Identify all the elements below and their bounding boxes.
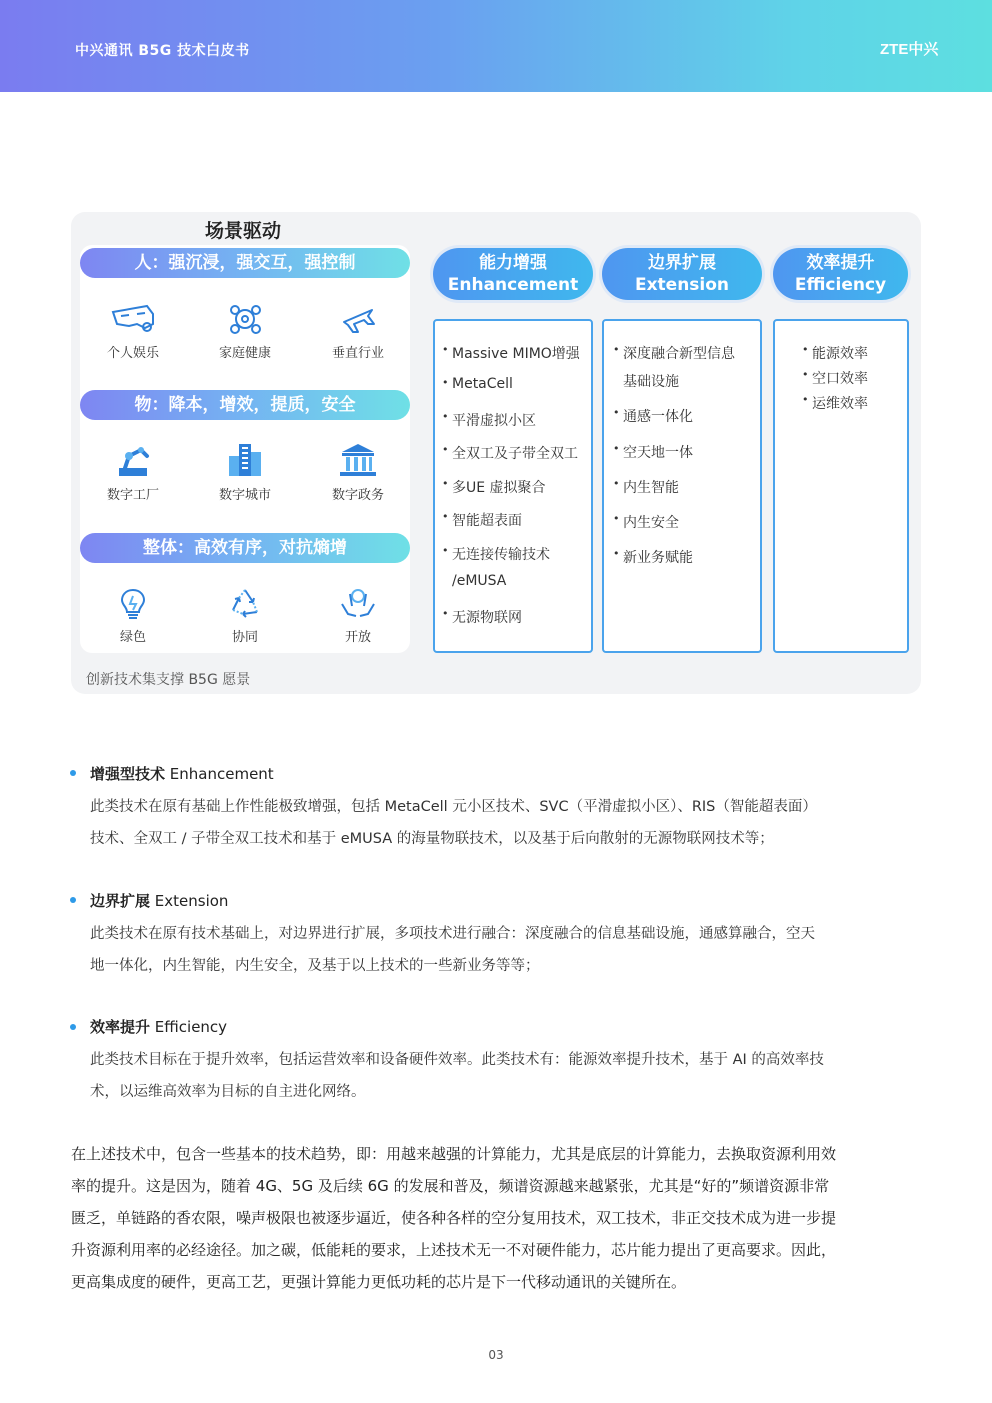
bullet-title-extension (90, 890, 228, 911)
bullet-text-line: 此类技术目标在于提升效率，包括运营效率和设备硬件效率。此类技术有：能源效率提升技术，基于 AI 的高效率技 (90, 1052, 824, 1068)
bullet-text-line: 术，以运维高效率为目标的自主进化网络。 (90, 1084, 366, 1100)
category-efficiency (773, 248, 908, 300)
scene-item (88, 302, 178, 361)
robot-arm-icon (111, 442, 155, 478)
list-item: • 智能超表面 (452, 510, 591, 544)
category-title: 边界扩展 (648, 253, 716, 273)
scene-item (313, 442, 403, 503)
category-title: 效率提升 (806, 253, 875, 273)
bullet-dot (70, 770, 76, 776)
page-number: 03 (488, 1348, 504, 1362)
scene-item (313, 586, 403, 645)
efficiency-list (775, 321, 907, 418)
zte-logo: ZTE中兴 (880, 41, 939, 58)
scene-pill-overall: 整体：高效有序，对抗熵增 (80, 533, 410, 563)
scene-item-label: 绿色 (119, 630, 146, 645)
bullet-title-en: Efficiency (154, 1018, 228, 1036)
enhancement-list-box (433, 319, 593, 653)
bullet-dot (70, 1024, 76, 1030)
paragraph-line: 率的提升。这是因为，随着 4G、5G 及后续 6G 的发展和普及，频谱资源越来越紧张，尤其是“好的”频谱资源非常 (71, 1177, 830, 1195)
gear-health-icon (225, 302, 265, 336)
category-subtitle: Extension (634, 275, 730, 295)
list-item: • 空天地一体 (623, 442, 760, 477)
list-item: • 深度融合新型信息 (623, 343, 760, 371)
city-building-icon (225, 442, 265, 478)
list-item: • MetaCell (452, 376, 591, 410)
bullet-text-line: 地一体化，内生智能，内生安全，及基于以上技术的一些新业务等等； (90, 958, 540, 974)
scene-item-label: 数字工厂 (106, 488, 159, 503)
scene-item (200, 442, 290, 503)
efficiency-list-box (773, 319, 909, 653)
paragraph-line: 匮乏，单链路的香农限，噪声极限也被逐步逼近，使各种各样的空分复用技术，双工技术，非正交技术成为进一步提 (71, 1209, 837, 1227)
bullet-title-efficiency (90, 1016, 227, 1037)
paragraph-line: 升资源利用率的必经途径。加之碳，低能耗的要求，上述技术无一不对硬件能力，芯片能力提出了更高要求。因此， (71, 1241, 837, 1259)
extension-list-box (602, 319, 762, 653)
list-item: • 内生安全 (623, 512, 760, 547)
scene-item-label: 垂直行业 (331, 346, 384, 361)
category-subtitle: Enhancement (447, 275, 579, 295)
diagram-caption: 创新技术集支撑 B5G 愿景 (86, 672, 251, 688)
paragraph-line: 在上述技术中，包含一些基本的技术趋势，即：用越来越强的计算能力，尤其是底层的计算能力，去换取资源利用效 (71, 1145, 837, 1163)
lightbulb-icon (115, 586, 151, 620)
scene-item-label: 个人娱乐 (106, 346, 159, 361)
list-item: • 平滑虚拟小区 (452, 410, 591, 443)
page-header (0, 0, 992, 92)
list-item: • 运维效率 (812, 393, 907, 418)
category-enhancement (433, 248, 593, 300)
scene-item (88, 442, 178, 503)
scene-item (200, 302, 290, 361)
document-title: 中兴通讯 B5G 技术白皮书 (75, 43, 250, 59)
list-item: • 全双工及子带全双工 (452, 443, 591, 477)
bullet-title-cn: 效率提升 (90, 1018, 151, 1036)
open-hands-icon (338, 586, 378, 620)
scene-item (200, 586, 290, 645)
bullet-text-line: 此类技术在原有基础上作性能极致增强，包括 MetaCell 元小区技术、SVC（平滑虚拟小区）、RIS（智能超表面） (90, 799, 817, 815)
list-item: • 新业务赋能 (623, 547, 760, 577)
bullet-text-line: 此类技术在原有技术基础上，对边界进行扩展，多项技术进行融合：深度融合的信息基础设施，通感算融合，空天 (90, 926, 815, 942)
bullet-title-en: Extension (154, 892, 229, 910)
paragraph-line: 更高集成度的硬件，更高工艺，更强计算能力更低功耗的芯片是下一代移动通讯的关键所在。 (71, 1273, 687, 1291)
bullet-title-enhancement (90, 763, 274, 784)
list-item: • 无源物联网 (452, 607, 591, 637)
list-item: • Massive MIMO增强 (452, 343, 591, 376)
scene-item-label: 开放 (344, 630, 371, 645)
category-extension (602, 248, 762, 300)
recycle-icon (227, 586, 263, 620)
scene-item (88, 586, 178, 645)
scene-pill-things: 物：降本，增效，提质，安全 (80, 390, 410, 420)
scene-item-label: 协同 (231, 630, 258, 645)
vr-glasses-icon (109, 302, 157, 336)
scene-item-label: 家庭健康 (218, 346, 271, 361)
list-item: • 多UE 虚拟聚合 (452, 477, 591, 510)
list-item: • 通感一体化 (623, 406, 760, 442)
list-item: • 无连接传输技术 (452, 544, 591, 573)
airplane-icon (338, 302, 378, 336)
bullet-title-cn: 边界扩展 (90, 892, 151, 910)
category-subtitle: Efficiency (794, 275, 887, 295)
scene-pill-people: 人：强沉浸，强交互，强控制 (80, 248, 410, 278)
list-item: • 空口效率 (812, 368, 907, 393)
enhancement-list (435, 321, 591, 637)
list-item-continued: /eMUSA (452, 573, 507, 589)
scene-title: 场景驱动 (205, 220, 282, 242)
scene-item-label: 数字政务 (331, 488, 384, 503)
bullet-dot (70, 897, 76, 903)
bullet-text-line: 技术、全双工 / 子带全双工技术和基于 eMUSA 的海量物联技术，以及基于后向散射的无源物联网技术等； (90, 831, 774, 847)
bullet-title-cn: 增强型技术 (90, 765, 166, 783)
bullet-title-en: Enhancement (169, 765, 274, 783)
list-item: • 内生智能 (623, 477, 760, 512)
extension-list (604, 321, 760, 577)
category-title: 能力增强 (479, 253, 547, 273)
government-building-icon (338, 442, 378, 478)
scene-item-label: 数字城市 (218, 488, 271, 503)
list-item: • 能源效率 (812, 343, 907, 368)
scene-item (313, 302, 403, 361)
list-item-continued: 基础设施 (623, 374, 679, 390)
